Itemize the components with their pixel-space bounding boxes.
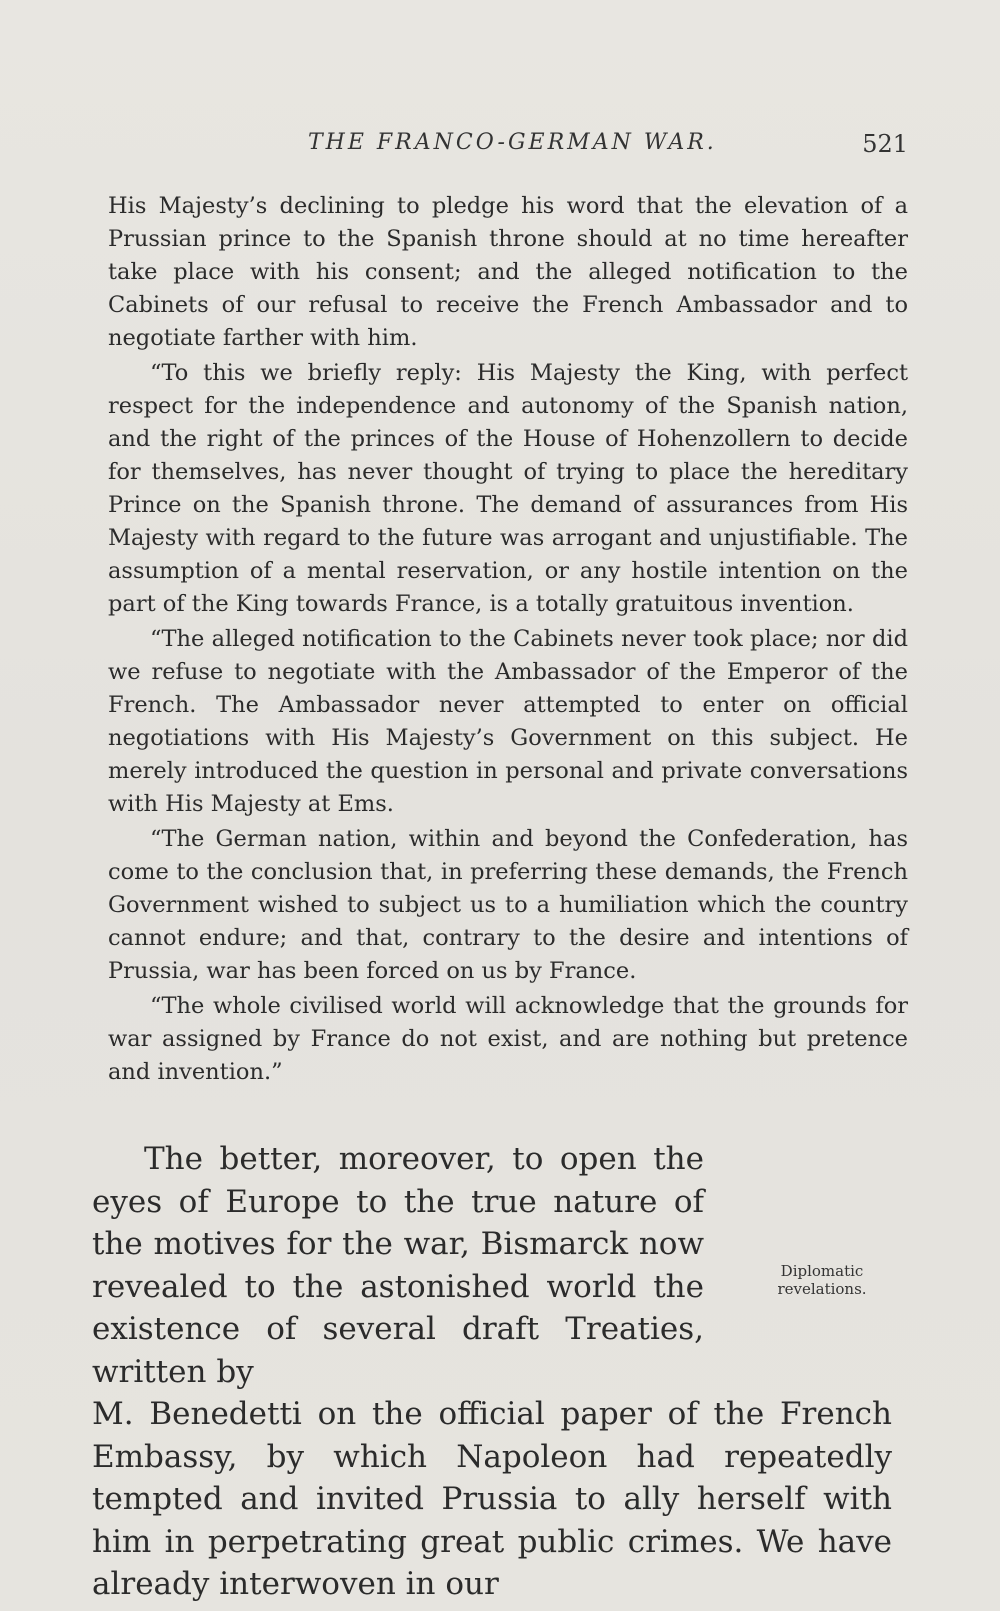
quoted-dispatch bbox=[108, 190, 908, 1091]
quote-paragraph-2: “To this we briefly reply: His Majesty the King, with perfect respect for the independence and autonomy of the Spanish nation, and the right of the princes of the House of Hohenzollern to decide for themselves, has never thought of trying to place the hereditary Prince on the Spanish throne. The demand of assurances from His Majesty with regard to the future was arrogant and unjustifiable. The assumption of a mental reservation, or any hostile intention on the part of the King towards France, is a totally gratuitous invention. bbox=[108, 360, 908, 617]
margin-note bbox=[752, 1262, 892, 1298]
running-title: THE FRANCO-GERMAN WAR. bbox=[308, 130, 717, 155]
main-paragraph-wide: M. Benedetti on the official paper of the French Embassy, by which Napoleon had repeatedly tempted and invited Prussia to ally herself with him in perpetrating great public crimes. We have already interwoven in our bbox=[92, 1396, 892, 1602]
quote-paragraph-5: “The whole civilised world will acknowledge that the grounds for war assigned by France do not exist, and are nothing but pretence and invention.” bbox=[108, 993, 908, 1085]
quote-paragraph-3: “The alleged notification to the Cabinets never took place; nor did we refuse to negotiate with the Ambassador of the Emperor of the French. The Ambassador never attempted to enter on official negotiations with His Majesty’s Government on this subject. He merely introduced the question in personal and private conversations with His Majesty at Ems. bbox=[108, 626, 908, 817]
margin-note-line-2: revelations. bbox=[777, 1280, 867, 1298]
page-header bbox=[108, 130, 908, 170]
quote-paragraph-4: “The German nation, within and beyond the Confederation, has come to the conclusion that, in preferring these demands, the French Government wished to subject us to a humiliation which the country cannot endure; and that, contrary to the desire and intentions of Prussia, war has been forced on us by France. bbox=[108, 826, 908, 984]
quote-paragraph-1: His Majesty’s declining to pledge his word that the elevation of a Prussian prince to the Spanish throne should at no time hereafter take place with his consent; and the alleged notification to the Cabinets of our refusal to receive the French Ambassador and to negotiate farther with him. bbox=[108, 193, 908, 351]
page-number: 521 bbox=[862, 130, 908, 158]
margin-note-line-1: Diplomatic bbox=[780, 1262, 864, 1280]
main-paragraph-narrow: The better, moreover, to open the eyes of Europe to the true nature of the motives for the war, Bismarck now revealed to the astonished world the existence of several draft Treaties, written by bbox=[92, 1141, 704, 1390]
